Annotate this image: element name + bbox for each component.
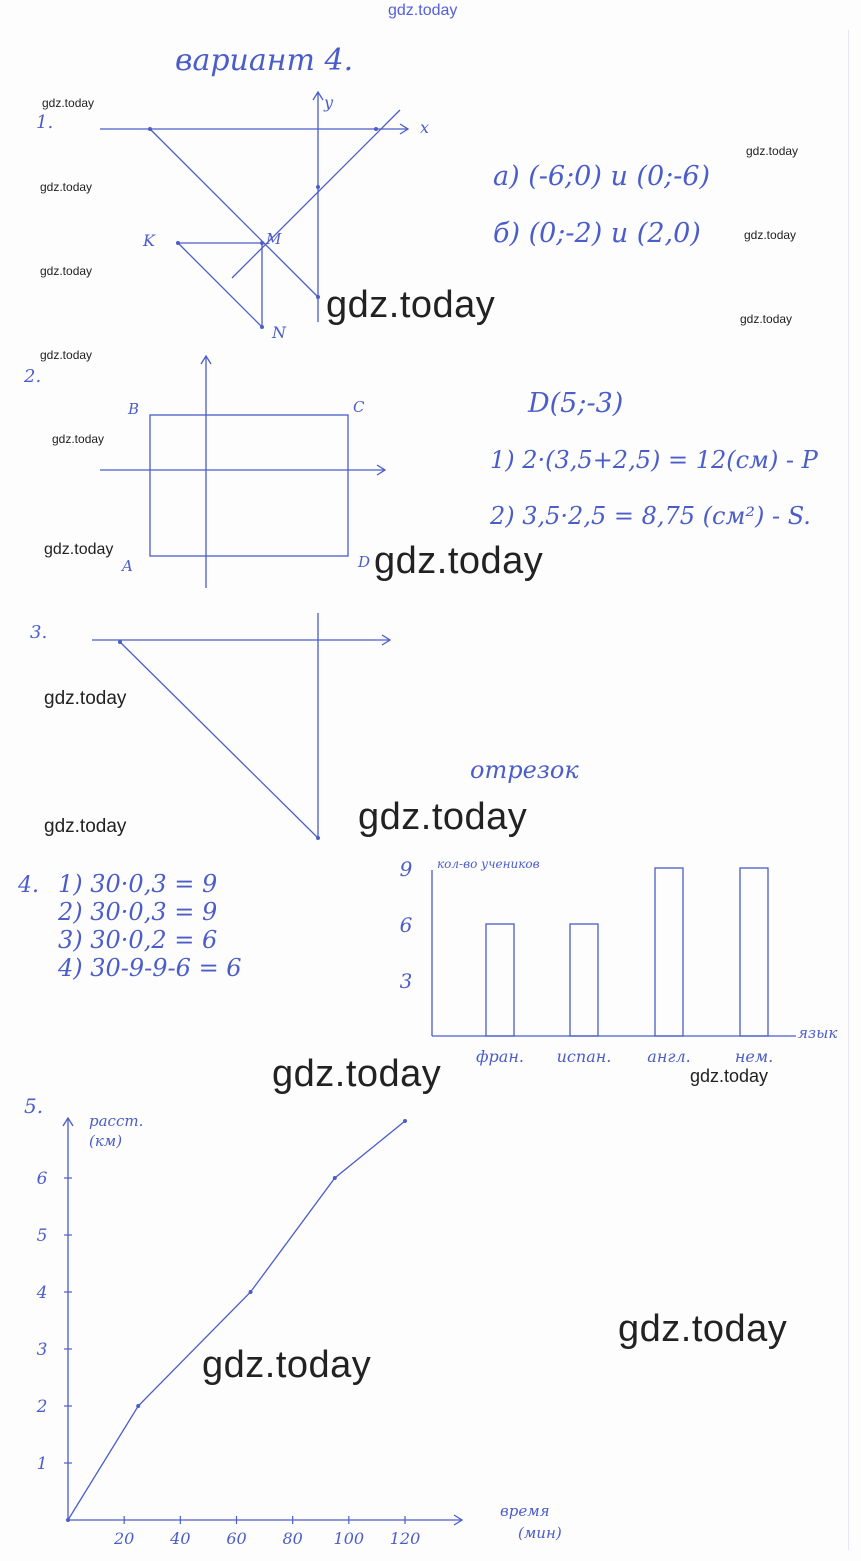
- task4-line: 2) 30·0,3 = 9: [58, 898, 218, 926]
- line-1: [150, 129, 318, 297]
- point: [316, 836, 320, 840]
- bar: [486, 924, 514, 1036]
- point: [118, 640, 122, 644]
- bar-chart: [400, 857, 838, 1066]
- line-chart-x-tick-label: 100: [333, 1529, 365, 1548]
- task1-number: 1.: [36, 112, 54, 133]
- bar-chart-x-tick-label: испан.: [556, 1047, 612, 1066]
- bar-chart-xlabel: язык: [798, 1024, 838, 1042]
- page-title: вариант 4.: [175, 43, 354, 78]
- point-d-label: D: [358, 553, 371, 571]
- bar-chart-x-tick-label: нем.: [734, 1047, 774, 1066]
- watermark: gdz.today: [42, 96, 95, 110]
- task4-line: 1) 30·0,3 = 9: [58, 870, 218, 898]
- segment-kn: [178, 243, 262, 327]
- line-chart-x-tick-label: 40: [170, 1529, 191, 1548]
- watermark: gdz.today: [618, 1308, 788, 1350]
- watermark: gdz.today: [272, 1053, 442, 1095]
- watermark: gdz.today: [44, 541, 114, 558]
- bar-chart-y-tick-label: 3: [399, 969, 413, 993]
- bar: [570, 924, 598, 1036]
- point: [316, 185, 320, 189]
- data-point: [403, 1119, 407, 1123]
- task2-number: 2.: [24, 366, 42, 387]
- watermark: gdz.today: [40, 348, 93, 362]
- watermark: gdz.today: [202, 1344, 372, 1386]
- line-chart-y-tick-label: 4: [36, 1283, 48, 1303]
- line-chart: [36, 1112, 562, 1548]
- task2-d-line: D(5;-3): [528, 388, 624, 419]
- task5-number: 5.: [24, 1094, 44, 1118]
- point-m-label: M: [266, 230, 282, 248]
- line-chart-x-tick-label: 20: [113, 1529, 135, 1548]
- line-chart-xlabel-unit: (мин): [518, 1524, 562, 1542]
- watermark: gdz.today: [374, 540, 544, 582]
- line-chart-ylabel: расст.: [89, 1112, 144, 1130]
- line-series: [68, 1121, 405, 1520]
- point: [316, 295, 320, 299]
- task1-answer-a: а) (-6;0) и (0;-6): [493, 161, 711, 192]
- task4-number: 4.: [18, 873, 39, 898]
- bar: [740, 868, 768, 1036]
- watermark: gdz.today: [40, 264, 93, 278]
- line-2: [232, 110, 400, 278]
- segment: [120, 642, 318, 838]
- data-point: [136, 1404, 140, 1408]
- line-chart-y-tick-label: 1: [36, 1454, 48, 1474]
- line-chart-y-tick-label: 6: [36, 1169, 48, 1189]
- point: [374, 127, 378, 131]
- line-chart-x-tick-label: 80: [282, 1529, 303, 1548]
- data-point: [249, 1290, 253, 1294]
- watermark: gdz.today: [44, 688, 127, 709]
- bar-chart-ylabel: кол-во учеников: [437, 857, 540, 871]
- line-chart-xlabel: время: [500, 1502, 550, 1520]
- point: [260, 325, 264, 329]
- point-k-label: K: [143, 231, 155, 250]
- watermark: gdz.today: [690, 1066, 769, 1086]
- point-b-label: B: [128, 400, 140, 418]
- bar-chart-y-tick-label: 6: [399, 913, 413, 937]
- data-point: [66, 1518, 70, 1522]
- watermark: gdz.today: [44, 816, 127, 837]
- watermark: gdz.today: [744, 228, 797, 242]
- point: [176, 241, 180, 245]
- point: [148, 127, 152, 131]
- task2-figure: [100, 356, 385, 588]
- line-chart-x-tick-label: 120: [389, 1529, 421, 1548]
- task3-number: 3.: [30, 622, 48, 643]
- line-chart-ylabel-unit: (км): [89, 1132, 123, 1150]
- watermark: gdz.today: [740, 312, 793, 326]
- axis-y-label: y: [324, 93, 334, 112]
- task2-area-line: 2) 3,5·2,5 = 8,75 (см²) - S.: [490, 502, 811, 530]
- bar-chart-y-tick-label: 9: [399, 857, 413, 881]
- task3-figure: [92, 613, 390, 840]
- watermark: gdz.today: [358, 796, 528, 838]
- rectangle-abcd: [150, 415, 348, 556]
- bar: [655, 868, 683, 1036]
- point: [260, 241, 264, 245]
- task2-perimeter-line: 1) 2·(3,5+2,5) = 12(см) - P: [490, 446, 818, 474]
- line-chart-y-tick-label: 5: [36, 1226, 48, 1246]
- data-point: [333, 1176, 337, 1180]
- task1-answer-b: б) (0;-2) и (2,0): [493, 218, 701, 249]
- site-header[interactable]: gdz.today: [388, 2, 458, 19]
- watermark: gdz.today: [52, 432, 105, 446]
- axis-x-label: x: [420, 118, 430, 137]
- point-a-label: A: [122, 557, 133, 575]
- point-n-label: N: [272, 323, 286, 342]
- watermark: gdz.today: [746, 144, 799, 158]
- point-c-label: C: [353, 398, 365, 416]
- task4-line: 3) 30·0,2 = 6: [58, 926, 218, 954]
- watermark: gdz.today: [326, 284, 496, 326]
- task4-line: 4) 30-9-9-6 = 6: [58, 954, 242, 982]
- watermark: gdz.today: [40, 180, 93, 194]
- task3-answer: отрезок: [470, 756, 579, 784]
- bar-chart-x-tick-label: фран.: [476, 1047, 524, 1066]
- bar-chart-x-tick-label: англ.: [647, 1047, 691, 1066]
- line-chart-y-tick-label: 3: [36, 1340, 48, 1360]
- line-chart-x-tick-label: 60: [226, 1529, 247, 1548]
- line-chart-y-tick-label: 2: [36, 1397, 48, 1417]
